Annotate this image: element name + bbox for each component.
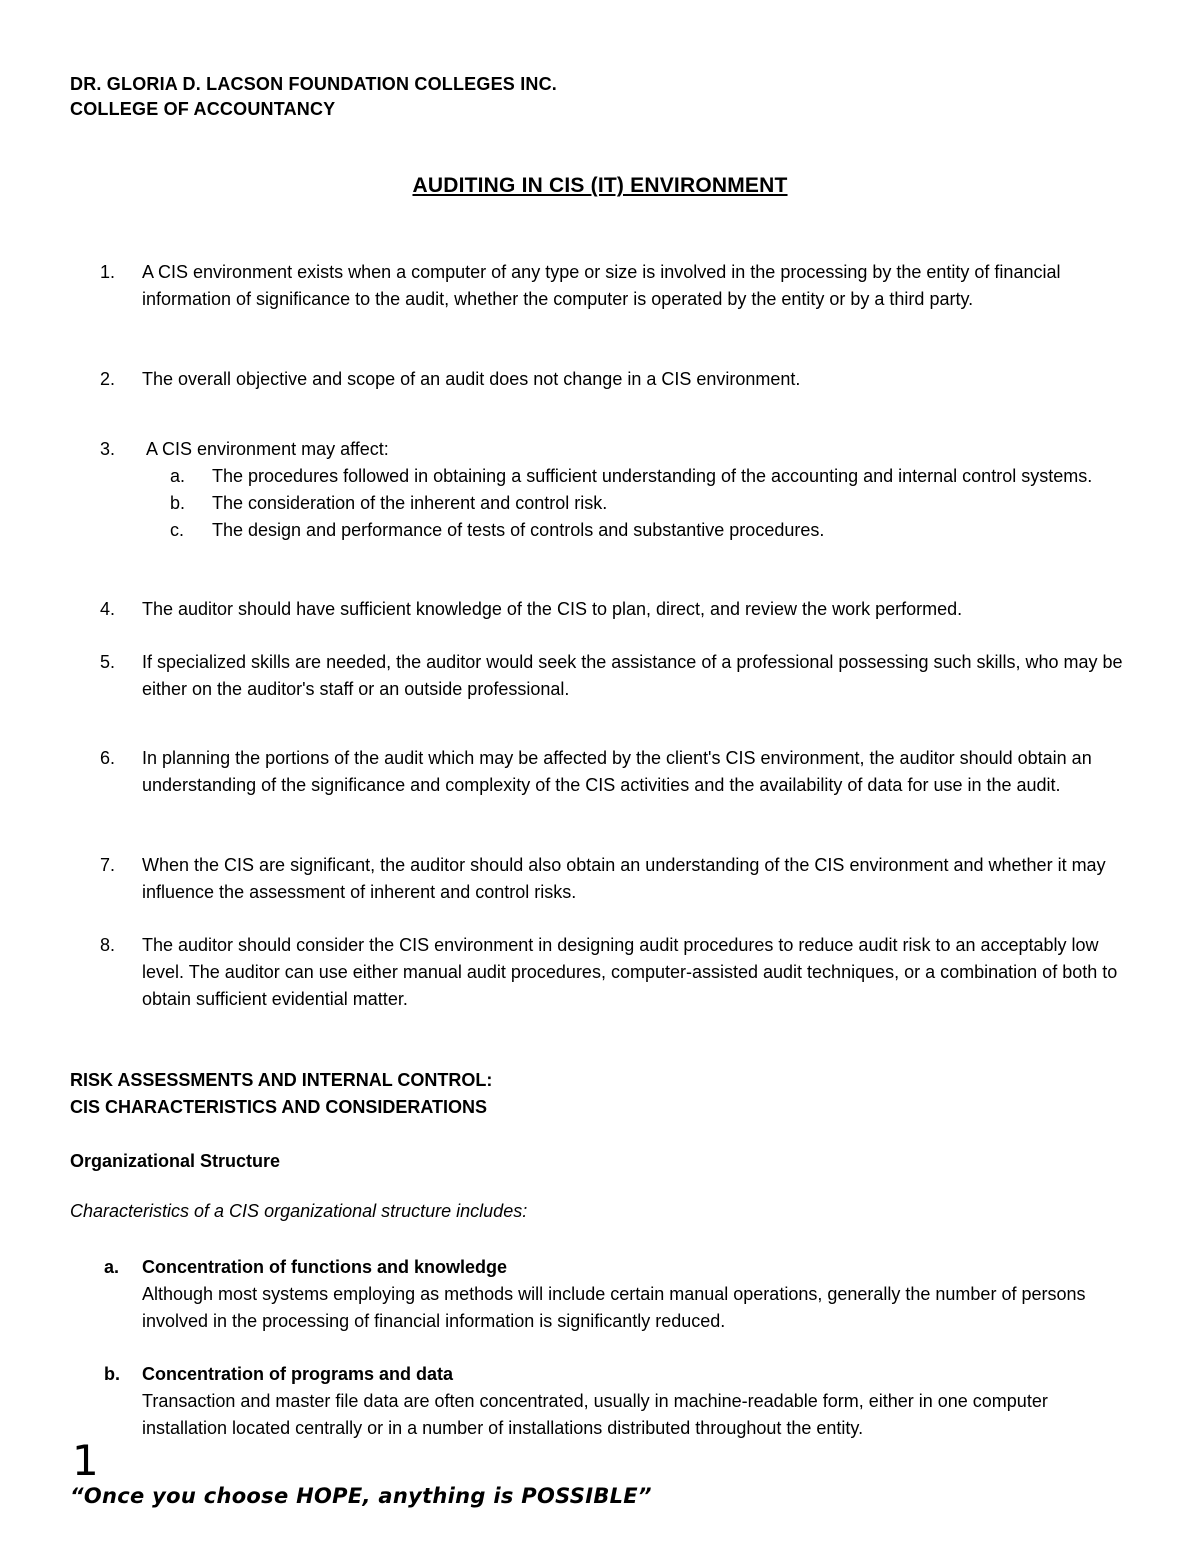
risk-heading-line1: RISK ASSESSMENTS AND INTERNAL CONTROL: [70, 1070, 493, 1090]
sub-item-c [170, 517, 1140, 544]
sub-letter: b. [170, 493, 186, 513]
risk-heading-line2: CIS CHARACTERISTICS AND CONSIDERATIONS [70, 1097, 488, 1117]
org-item-letter: b. [104, 1364, 120, 1384]
sub-text: The design and performance of tests of controls and substantive procedures. [212, 520, 825, 540]
list-text: A CIS environment exists when a computer of any type or size is involved in the processing by the entity of financial information of significance to the audit, whether the computer is operated by the entity or by a third party. [142, 262, 1061, 309]
list-number: 3. [100, 439, 116, 459]
org-item-a [104, 1254, 1104, 1335]
list-number: 2. [100, 369, 116, 389]
list-number: 8. [100, 935, 116, 955]
list-item-7 [100, 852, 1140, 906]
org-item-b [104, 1361, 1104, 1442]
risk-assessment-heading [70, 1067, 492, 1121]
list-text: The auditor should have sufficient knowledge of the CIS to plan, direct, and review the work performed. [142, 599, 963, 619]
list-item-4 [100, 596, 1140, 623]
list-number: 1. [100, 262, 116, 282]
list-text: In planning the portions of the audit which may be affected by the client's CIS environment, the auditor should obtain an understanding of the significance and complexity of the CIS activities and the availability of data for use in the audit. [142, 748, 1092, 795]
org-item-heading: Concentration of functions and knowledge [142, 1257, 508, 1277]
sub-letter: a. [170, 466, 186, 486]
list-item-2 [100, 366, 1140, 393]
sub-text: The procedures followed in obtaining a sufficient understanding of the accounting and internal control systems. [212, 466, 1093, 486]
list-number: 5. [100, 652, 116, 672]
org-item-text: Transaction and master file data are often concentrated, usually in machine-readable form, either in one computer installation located centrally or in a number of installations distributed throughout the entity. [142, 1391, 1048, 1438]
list-text: The auditor should consider the CIS environment in designing audit procedures to reduce audit risk to an acceptably low level. The auditor can use either manual audit procedures, computer-assisted audit techniques, or a combination of both to obtain sufficient evidential matter. [142, 935, 1118, 1009]
list-number: 6. [100, 748, 116, 768]
sub-letter: c. [170, 520, 185, 540]
page-number: 1 [72, 1436, 99, 1485]
list-text: If specialized skills are needed, the auditor would seek the assistance of a professional possessing such skills, who may be either on the auditor's staff or an outside professional. [142, 652, 1123, 699]
college-name: COLLEGE OF ACCOUNTANCY [70, 99, 336, 119]
sub-text: The consideration of the inherent and control risk. [212, 493, 608, 513]
org-item-letter: a. [104, 1257, 120, 1277]
list-number: 7. [100, 855, 116, 875]
list-item-3 [100, 436, 1140, 544]
institution-header [70, 72, 557, 122]
list-text: The overall objective and scope of an audit does not change in a CIS environment. [142, 369, 801, 389]
org-intro-text: Characteristics of a CIS organizational structure includes: [70, 1201, 528, 1221]
document-title: AUDITING IN CIS (IT) ENVIRONMENT [412, 174, 788, 197]
list-item-5 [100, 649, 1140, 703]
list-number: 4. [100, 599, 116, 619]
institution-name: DR. GLORIA D. LACSON FOUNDATION COLLEGES INC. [70, 74, 557, 94]
footer-quote: “Once you choose HOPE, anything is POSSIBLE” [70, 1484, 652, 1508]
list-text: A CIS environment may affect: [142, 439, 389, 459]
org-item-text: Although most systems employing as methods will include certain manual operations, generally the number of persons involved in the processing of financial information is significantly reduced. [142, 1284, 1086, 1331]
list-item-8 [100, 932, 1140, 1013]
list-item-6 [100, 745, 1140, 799]
sub-item-a [170, 463, 1140, 490]
organizational-structure-heading: Organizational Structure [70, 1151, 281, 1171]
list-item-1 [100, 259, 1140, 313]
sub-item-b [170, 490, 1140, 517]
list-text: When the CIS are significant, the auditor should also obtain an understanding of the CIS environment and whether it may influence the assessment of inherent and control risks. [142, 855, 1106, 902]
org-item-heading: Concentration of programs and data [142, 1364, 454, 1384]
